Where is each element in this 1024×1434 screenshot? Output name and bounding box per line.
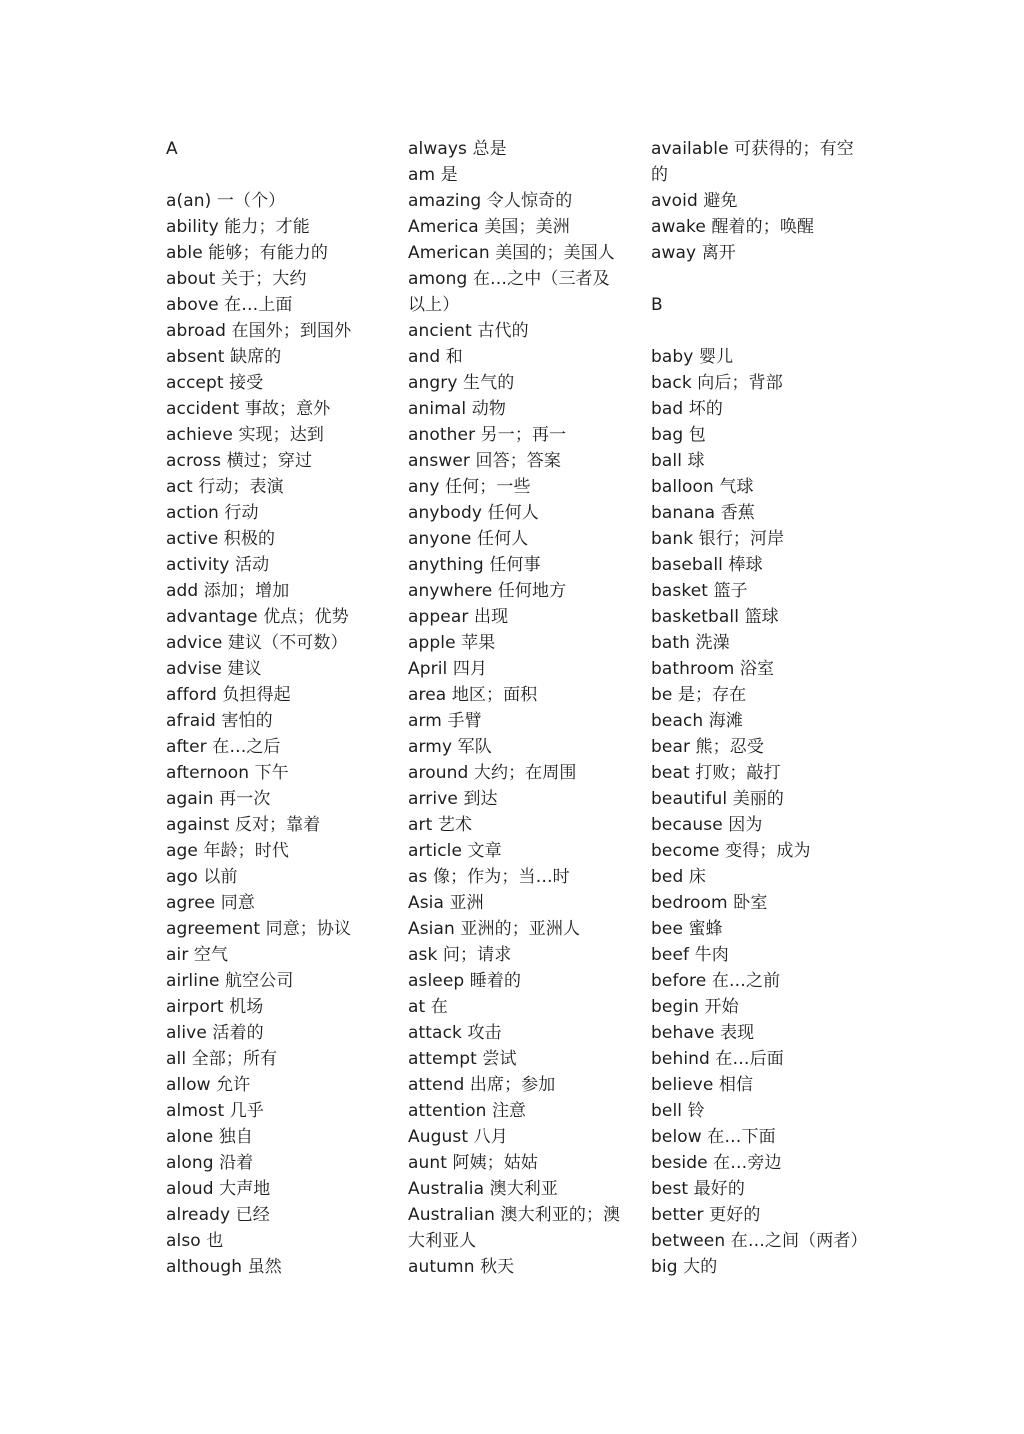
word-entry: abroad 在国外；到国外 xyxy=(166,321,352,341)
word-entry: asleep 睡着的 xyxy=(408,971,522,991)
word-column-1 xyxy=(166,136,396,1280)
word-entry: always 总是 xyxy=(408,139,507,159)
word-entry: amazing 令人惊奇的 xyxy=(408,191,573,211)
word-entry: bee 蜜蜂 xyxy=(651,919,723,939)
word-entry: better 更好的 xyxy=(651,1205,761,1225)
word-entry: although 虽然 xyxy=(166,1257,282,1277)
word-entry: air 空气 xyxy=(166,945,229,965)
word-entry: baby 婴儿 xyxy=(651,347,734,367)
word-entry: begin 开始 xyxy=(651,997,739,1017)
word-entry: beside 在…旁边 xyxy=(651,1153,782,1173)
word-entry: bed 床 xyxy=(651,867,706,887)
word-entry: bedroom 卧室 xyxy=(651,893,768,913)
word-entry: believe 相信 xyxy=(651,1075,754,1095)
word-entry: at 在 xyxy=(408,997,448,1017)
word-entry: Asia 亚洲 xyxy=(408,893,484,913)
word-entry: any 任何；一些 xyxy=(408,477,531,497)
word-entry: bathroom 浴室 xyxy=(651,659,775,679)
word-entry: apple 苹果 xyxy=(408,633,496,653)
word-entry: American 美国的；美国人 xyxy=(408,243,615,263)
word-entry: animal 动物 xyxy=(408,399,506,419)
word-entry: beach 海滩 xyxy=(651,711,743,731)
word-entry: attend 出席；参加 xyxy=(408,1075,556,1095)
word-entry: about 关于；大约 xyxy=(166,269,307,289)
word-entry: advice 建议（不可数） xyxy=(166,633,348,653)
word-entry: absent 缺席的 xyxy=(166,347,282,367)
word-entry: a(an) 一（个） xyxy=(166,191,286,211)
word-entry: beautiful 美丽的 xyxy=(651,789,785,809)
word-entry: back 向后；背部 xyxy=(651,373,783,393)
word-entry: afraid 害怕的 xyxy=(166,711,273,731)
word-entry: ability 能力；才能 xyxy=(166,217,310,237)
word-entry: August 八月 xyxy=(408,1127,508,1147)
word-entry: attack 攻击 xyxy=(408,1023,502,1043)
word-entry: able 能够；有能力的 xyxy=(166,243,328,263)
word-entry: airline 航空公司 xyxy=(166,971,294,991)
word-entry: become 变得；成为 xyxy=(651,841,811,861)
word-entry: balloon 气球 xyxy=(651,477,754,497)
word-entry: alive 活着的 xyxy=(166,1023,264,1043)
word-entry: 以上） xyxy=(408,295,460,315)
word-entry: basketball 篮球 xyxy=(651,607,779,627)
word-entry: airport 机场 xyxy=(166,997,264,1017)
word-entry: another 另一；再一 xyxy=(408,425,567,445)
word-entry: area 地区；面积 xyxy=(408,685,538,705)
word-entry: art 艺术 xyxy=(408,815,473,835)
word-entry: basket 篮子 xyxy=(651,581,748,601)
word-entry: age 年龄；时代 xyxy=(166,841,289,861)
word-entry: article 文章 xyxy=(408,841,502,861)
word-entry: Australia 澳大利亚 xyxy=(408,1179,559,1199)
word-entry: below 在…下面 xyxy=(651,1127,776,1147)
word-entry: ball 球 xyxy=(651,451,705,471)
word-entry: among 在…之中（三者及 xyxy=(408,269,610,289)
word-entry: awake 醒着的；唤醒 xyxy=(651,217,815,237)
word-entry: 大利亚人 xyxy=(408,1231,477,1251)
word-entry: allow 允许 xyxy=(166,1075,251,1095)
word-entry: bad 坏的 xyxy=(651,399,724,419)
word-entry: anywhere 任何地方 xyxy=(408,581,567,601)
word-entry: arm 手臂 xyxy=(408,711,482,731)
word-entry: bank 银行；河岸 xyxy=(651,529,785,549)
word-entry: afternoon 下午 xyxy=(166,763,289,783)
word-entry: April 四月 xyxy=(408,659,488,679)
blank-line xyxy=(166,162,396,188)
word-entry: autumn 秋天 xyxy=(408,1257,515,1277)
word-entry: afford 负担得起 xyxy=(166,685,291,705)
word-entry: alone 独自 xyxy=(166,1127,253,1147)
word-entry: between 在…之间（两者） xyxy=(651,1231,868,1251)
word-entry: available 可获得的；有空 xyxy=(651,139,854,159)
word-entry: because 因为 xyxy=(651,815,763,835)
word-entry: bag 包 xyxy=(651,425,706,445)
word-entry: agree 同意 xyxy=(166,893,255,913)
word-entry: add 添加；增加 xyxy=(166,581,290,601)
word-entry: be 是；存在 xyxy=(651,685,747,705)
word-entry: achieve 实现；达到 xyxy=(166,425,324,445)
word-entry: ago 以前 xyxy=(166,867,238,887)
word-entry: against 反对；靠着 xyxy=(166,815,321,835)
word-entry: accept 接受 xyxy=(166,373,264,393)
word-entry: angry 生气的 xyxy=(408,373,515,393)
word-entry: advantage 优点；优势 xyxy=(166,607,349,627)
word-entry: aloud 大声地 xyxy=(166,1179,271,1199)
word-entry: answer 回答；答案 xyxy=(408,451,562,471)
word-entry: along 沿着 xyxy=(166,1153,254,1173)
word-entry: bear 熊；忍受 xyxy=(651,737,764,757)
word-entry: after 在…之后 xyxy=(166,737,281,757)
word-entry: beef 牛肉 xyxy=(651,945,729,965)
word-column-3 xyxy=(651,136,881,1280)
word-entry: act 行动；表演 xyxy=(166,477,284,497)
word-entry: attention 注意 xyxy=(408,1101,527,1121)
blank-line xyxy=(651,266,881,292)
word-entry: agreement 同意；协议 xyxy=(166,919,352,939)
word-entry: action 行动 xyxy=(166,503,259,523)
word-entry: am 是 xyxy=(408,165,458,185)
word-entry: almost 几乎 xyxy=(166,1101,264,1121)
word-entry: already 已经 xyxy=(166,1205,270,1225)
word-entry: beat 打败；敲打 xyxy=(651,763,781,783)
word-entry: all 全部；所有 xyxy=(166,1049,278,1069)
word-entry: Australian 澳大利亚的；澳 xyxy=(408,1205,621,1225)
blank-line xyxy=(651,318,881,344)
word-entry: appear 出现 xyxy=(408,607,509,627)
word-entry: behind 在…后面 xyxy=(651,1049,784,1069)
word-entry: best 最好的 xyxy=(651,1179,745,1199)
word-entry: 的 xyxy=(651,165,669,185)
word-entry: Asian 亚洲的；亚洲人 xyxy=(408,919,581,939)
word-entry: anything 任何事 xyxy=(408,555,541,575)
word-entry: army 军队 xyxy=(408,737,492,757)
word-entry: advise 建议 xyxy=(166,659,262,679)
section-letter: A xyxy=(166,139,178,159)
section-letter: B xyxy=(651,295,663,315)
word-entry: accident 事故；意外 xyxy=(166,399,331,419)
word-entry: arrive 到达 xyxy=(408,789,498,809)
word-entry: avoid 避免 xyxy=(651,191,738,211)
word-entry: ancient 古代的 xyxy=(408,321,529,341)
word-entry: bell 铃 xyxy=(651,1101,705,1121)
word-entry: baseball 棒球 xyxy=(651,555,763,575)
word-entry: banana 香蕉 xyxy=(651,503,755,523)
word-entry: active 积极的 xyxy=(166,529,276,549)
word-entry: around 大约；在周围 xyxy=(408,763,577,783)
word-column-2 xyxy=(408,136,638,1280)
word-entry: before 在…之前 xyxy=(651,971,781,991)
word-entry: again 再一次 xyxy=(166,789,271,809)
word-entry: ask 问；请求 xyxy=(408,945,512,965)
word-entry: across 横过；穿过 xyxy=(166,451,313,471)
word-entry: away 离开 xyxy=(651,243,736,263)
word-entry: activity 活动 xyxy=(166,555,270,575)
word-entry: bath 洗澡 xyxy=(651,633,730,653)
word-entry: as 像；作为；当…时 xyxy=(408,867,570,887)
word-entry: and 和 xyxy=(408,347,463,367)
word-entry: America 美国；美洲 xyxy=(408,217,570,237)
word-entry: big 大的 xyxy=(651,1257,718,1277)
word-entry: behave 表现 xyxy=(651,1023,755,1043)
word-entry: attempt 尝试 xyxy=(408,1049,517,1069)
word-entry: anybody 任何人 xyxy=(408,503,539,523)
word-entry: above 在…上面 xyxy=(166,295,293,315)
word-entry: aunt 阿姨；姑姑 xyxy=(408,1153,539,1173)
word-entry: anyone 任何人 xyxy=(408,529,529,549)
word-entry: also 也 xyxy=(166,1231,224,1251)
